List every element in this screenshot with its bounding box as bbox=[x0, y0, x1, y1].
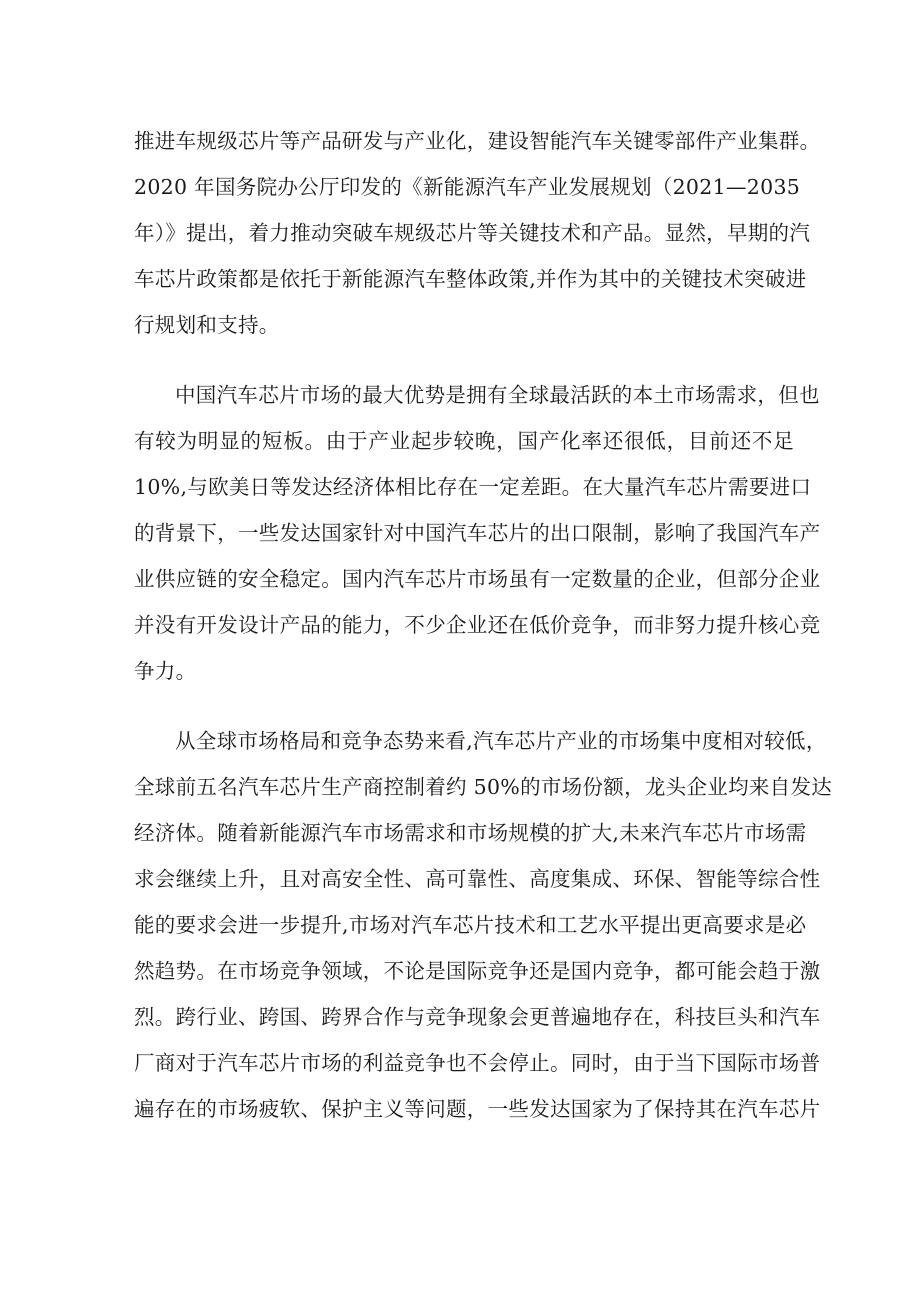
text-line: 厂商对于汽车芯片市场的利益竞争也不会停止。同时，由于当下国际市场普 bbox=[134, 1051, 821, 1075]
paragraph-1 bbox=[134, 118, 821, 348]
paragraph-3 bbox=[134, 718, 833, 1132]
text-line: 业供应链的安全稳定。国内汽车芯片市场虽有一定数量的企业，但部分企业 bbox=[134, 567, 821, 591]
text-line: 推进车规级芯片等产品研发与产业化，建设智能汽车关键零部件产业集群。 bbox=[134, 129, 821, 153]
text-line: 并没有开发设计产品的能力，不少企业还在低价竞争，而非努力提升核心竞 bbox=[134, 613, 821, 637]
text-line: 行规划和支持。 bbox=[134, 313, 280, 337]
text-line: 2020 年国务院办公厅印发的《新能源汽车产业发展规划（2021—2035 bbox=[134, 175, 801, 199]
text-line: 求会继续上升，且对高安全性、高可靠性、高度集成、环保、智能等综合性 bbox=[134, 867, 821, 891]
text-line: 10%,与欧美日等发达经济体相比存在一定差距。在大量汽车芯片需要进口 bbox=[134, 475, 812, 499]
paragraph-spacer bbox=[134, 694, 794, 718]
text-line: 遍存在的市场疲软、保护主义等问题，一些发达国家为了保持其在汽车芯片 bbox=[134, 1097, 821, 1121]
text-line: 经济体。随着新能源汽车市场需求和市场规模的扩大,未来汽车芯片市场需 bbox=[134, 821, 807, 845]
text-line: 烈。跨行业、跨国、跨界合作与竞争现象会更普遍地存在，科技巨头和汽车 bbox=[134, 1005, 821, 1029]
text-line: 的背景下，一些发达国家针对中国汽车芯片的出口限制，影响了我国汽车产 bbox=[134, 521, 821, 545]
document-body bbox=[134, 118, 833, 1132]
text-line: 车芯片政策都是依托于新能源汽车整体政策,并作为其中的关键技术突破进 bbox=[134, 267, 807, 291]
text-line: 然趋势。在市场竞争领域，不论是国际竞争还是国内竞争，都可能会趋于激 bbox=[134, 959, 821, 983]
text-line: 能的要求会进一步提升,市场对汽车芯片技术和工艺水平提出更高要求是必 bbox=[134, 913, 807, 937]
text-line: 全球前五名汽车芯片生产商控制着约 50%的市场份额，龙头企业均来自发达 bbox=[134, 775, 833, 799]
text-line: 有较为明显的短板。由于产业起步较晚，国产化率还很低，目前还不足 bbox=[134, 429, 794, 453]
paragraph-spacer bbox=[134, 348, 794, 372]
paragraph-2 bbox=[134, 372, 821, 694]
text-line: 从全球市场格局和竞争态势来看,汽车芯片产业的市场集中度相对较低， bbox=[175, 729, 827, 753]
text-line: 年）》提出，着力推动突破车规级芯片等关键技术和产品。显然，早期的汽 bbox=[134, 221, 811, 245]
text-line: 争力。 bbox=[134, 659, 197, 683]
text-line: 中国汽车芯片市场的最大优势是拥有全球最活跃的本土市场需求，但也 bbox=[175, 383, 820, 407]
